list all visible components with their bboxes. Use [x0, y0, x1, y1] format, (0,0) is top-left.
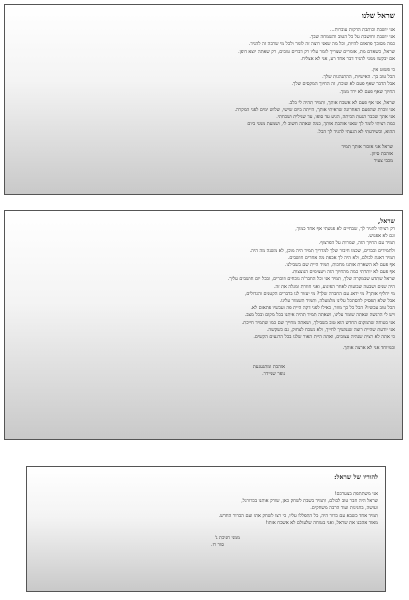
letter-card-1 [4, 4, 403, 195]
letter-line: כמה רציתי לומר לך שאני אוהבת אותך, כמה שאתה חשוב לי, ושמעת ממני ביום [247, 122, 395, 128]
letter-body [12, 27, 395, 136]
letter-line: אבל הדבר שאף פעם לא שוכח, זה החיוך המקסים שלך. [291, 82, 395, 88]
letter-body [12, 226, 395, 352]
letter-line: אני זוכרת שהפעם האחרונה שראיתי אותך, הייתה ביום שישי, שלוש ימים לפני המקרה. [234, 108, 395, 114]
letter-line: אני אתך שכבר הגעת הביתה, הגיע עד סופו, עד שגילית ושכחתי. [276, 115, 395, 121]
letter-line: אף פעם לא השארת אותנו מחכות, תמיד היית שם בשבילנו. [284, 263, 395, 269]
letter-line: שראל, אני אף פעם לא אשכח אותך, ותמיד תהיה לי בלב. [288, 100, 395, 106]
letter-title: שראל, [378, 217, 395, 225]
signature-line: סור רז. [210, 543, 224, 549]
signature-block [12, 364, 395, 378]
letter-line: אני יודעת שהיית רוצה שנמשיך לחייך, ולא נשכח לצחוק, גם כשקשה. [266, 327, 395, 333]
letter-line: כי פשוט אין. [371, 68, 395, 74]
letter-line: הכל טוב בך. האישיות, ההתנהגות שלך. [322, 75, 395, 81]
letter-line: כי אתה לא רצית שנהיה עצובים, ואתה היית האור שלנו בכל הרגעים הקשים. [253, 335, 395, 341]
letter-line: הכל טוב עכשיו? הכל כל כך מוזר, כאילו לפני דקה היית פה ועכשיו פתאום לא. [250, 306, 395, 312]
letter-line: ולתמידים וכבדים, שכמו חיבור שלך למדריך תמיד היה מוכן, לא משנה מה היה. [249, 248, 395, 254]
letter-line: שראל היה חבר טוב לכולם, ותמיד בשבת לשחק כאן, שורק אותנו בכדורגל, [241, 499, 378, 505]
letter-line: אני משתתפת בצערכם! [334, 492, 378, 497]
letter-line: כמה מסובך פתאום להיות, וכל מה שאני רוצה זה לומר ולכל מי שרבה זה להגיד. [248, 42, 395, 48]
letter-line: ובמיוחד אני לא ארצה אותך. [342, 346, 395, 352]
letter-line: אף פעם לא יותרתי כמה מהחיוך הזה ויעצימים הנוצצות. [291, 270, 395, 276]
letter-line: תמיד דאגת לכולם, ולא היה לך אכפת מה אחרים חושבים. [287, 255, 395, 261]
letter-card-2 [4, 210, 403, 440]
letter-line: ההוא, וכשידעתי לא הגעתי להגיד לך הכל. [317, 129, 395, 135]
letter-line: תמיד עם החיוך הזה, שמרות על הפרצוף. [318, 241, 395, 247]
letter-line: שראל שתדע שבמקרה שלך, תמיד אני וכל החבר'ה נוכחים וזוכרים, ובכל יום חושבים עליך. [227, 277, 395, 283]
letter-card-3 [26, 466, 386, 592]
letter-line: ויש לי הרגשה שאתה שומר עלינו, ושאתה תמיד תהיה איתנו בכל מקום ובכל מצב. [244, 313, 395, 319]
letter-line: מאוד אהבנו את שראל, ואני בטוחה שלעולם לא אשכח אותו! [265, 520, 378, 526]
letter-title: שראל שלנו [361, 11, 395, 20]
letter-line: אבל שלא תפסיק להסתכל עלינו מלמעלה, ותמיד תשמור עלינו. [279, 299, 395, 305]
signature-line: אוהבת סיוון. [370, 151, 393, 157]
letter-line: וגם לא אפגוש. [367, 234, 395, 240]
letter-line: שראל, כשאדם מת, אומרים שצריך לומר עליו רק דברים טובים, רק שאתה יוצא דופן. [238, 49, 395, 55]
letter-line: תמיד אחד כשבא עם כדור היה, כל התפללו עליו, כי רצו לשחק אתו ועם הכדור החדש. [218, 513, 378, 519]
signature-block [12, 144, 395, 165]
letter-line: ועושה, בחגיגות ועוד הרבה משחקים. [310, 506, 378, 512]
letter-line: היה שנים ושבעה שבועות לאחר הפיגוע, ואני חוזרת ומגלה את זה. [273, 284, 395, 290]
letter-line: אני יושבת וחושבת על כל הטוב והשמחה שבך. [309, 35, 395, 41]
letter-line: אני יושבת וכותבת הדקות עוברות... [330, 28, 395, 33]
letter-title: להוריו של שראל: [334, 473, 378, 481]
letter-line: החיוך שאף פעם לא ירד ממך. [339, 89, 395, 95]
signature-line: אוהבת ומתגעגעת [252, 365, 285, 371]
signature-line: מכבי צעיר [373, 158, 393, 164]
signature-line: ממני חניכת ג' [214, 536, 240, 542]
letter-line: רק רציתי להגיד לך, שבחיים לא פגשתי אף אחד כמוך, [295, 227, 395, 232]
signature-line: נופר שניידר. [262, 372, 285, 378]
signature-block [34, 535, 378, 549]
signature-line: שראל אני אזכור אותך תמיד [341, 144, 393, 150]
letter-line: אם יבקשו ממני להגיד דבר אחד רע, אני לא אצליח. [300, 56, 395, 62]
letter-line: מי יחליף אותך? מי ידאג עם החברה שלך? מי יעזור לנו בדברים הקטנים והגדולים, [244, 291, 395, 297]
letter-body [34, 491, 378, 527]
letter-line: אני בטוחה שהמקום החדש הוא טוב בשבילך, ושאתה מחייך שם כמו שתמיד חייכת. [241, 320, 395, 326]
